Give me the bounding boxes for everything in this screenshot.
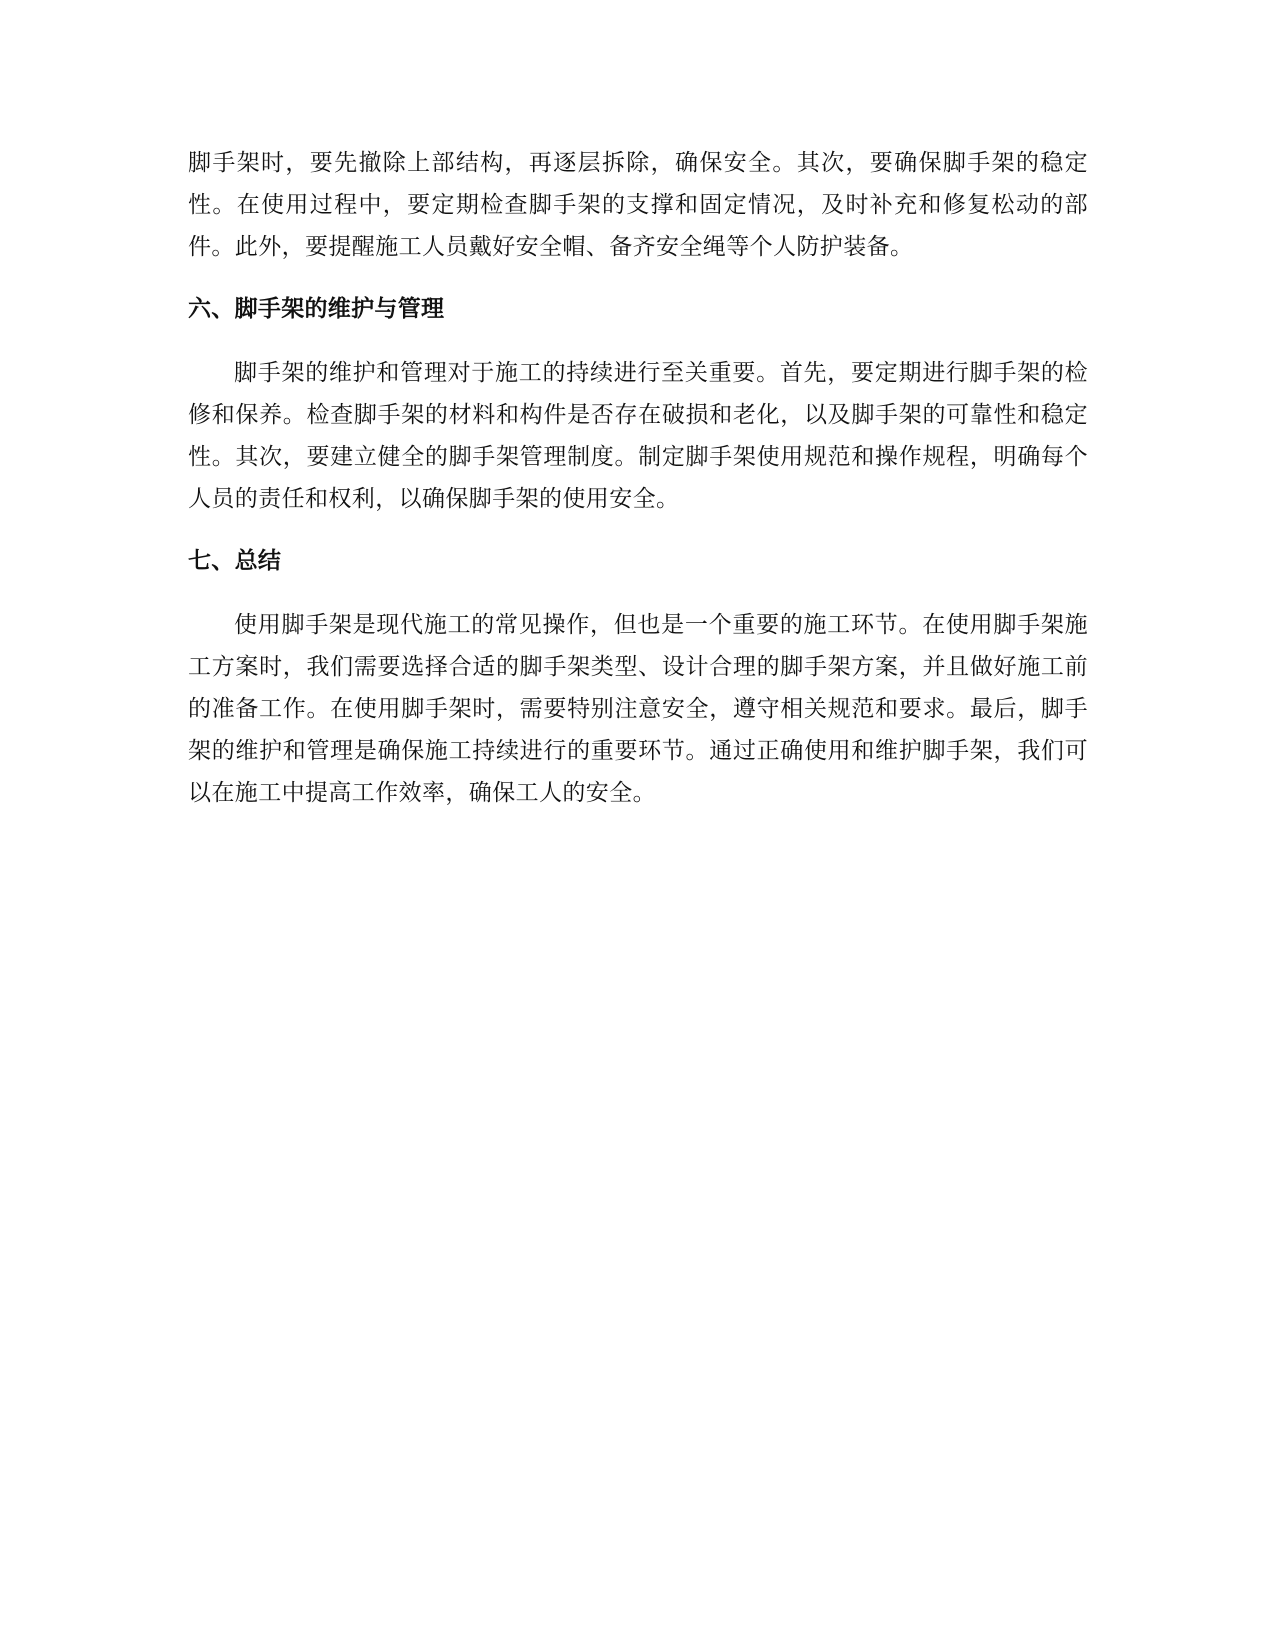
section-heading-maintenance: 六、脚手架的维护与管理 (188, 296, 445, 322)
section-paragraph-summary: 使用脚手架是现代施工的常见操作，但也是一个重要的施工环节。在使用脚手架施工方案时，我们需要选择合适的脚手架类型、设计合理的脚手架方案，并且做好施工前的准备工作。在使用脚手架时，需要特别注意安全，遵守相关规范和要求。最后，脚手架的维护和管理是确保施工持续进行的重要环节。通过正确使用和维护脚手架，我们可以在施工中提高工作效率，确保工人的安全。 (188, 612, 1088, 806)
continued-paragraph: 脚手架时，要先撤除上部结构，再逐层拆除，确保安全。其次，要确保脚手架的稳定性。在使用过程中，要定期检查脚手架的支撑和固定情况，及时补充和修复松动的部件。此外，要提醒施工人员戴好安全帽、备齐安全绳等个人防护装备。 (188, 150, 1088, 260)
section-paragraph-maintenance: 脚手架的维护和管理对于施工的持续进行至关重要。首先，要定期进行脚手架的检修和保养。检查脚手架的材料和构件是否存在破损和老化，以及脚手架的可靠性和稳定性。其次，要建立健全的脚手架管理制度。制定脚手架使用规范和操作规程，明确每个人员的责任和权利，以确保脚手架的使用安全。 (188, 360, 1088, 512)
document-body (188, 142, 1088, 814)
section-heading-summary: 七、总结 (188, 548, 282, 574)
